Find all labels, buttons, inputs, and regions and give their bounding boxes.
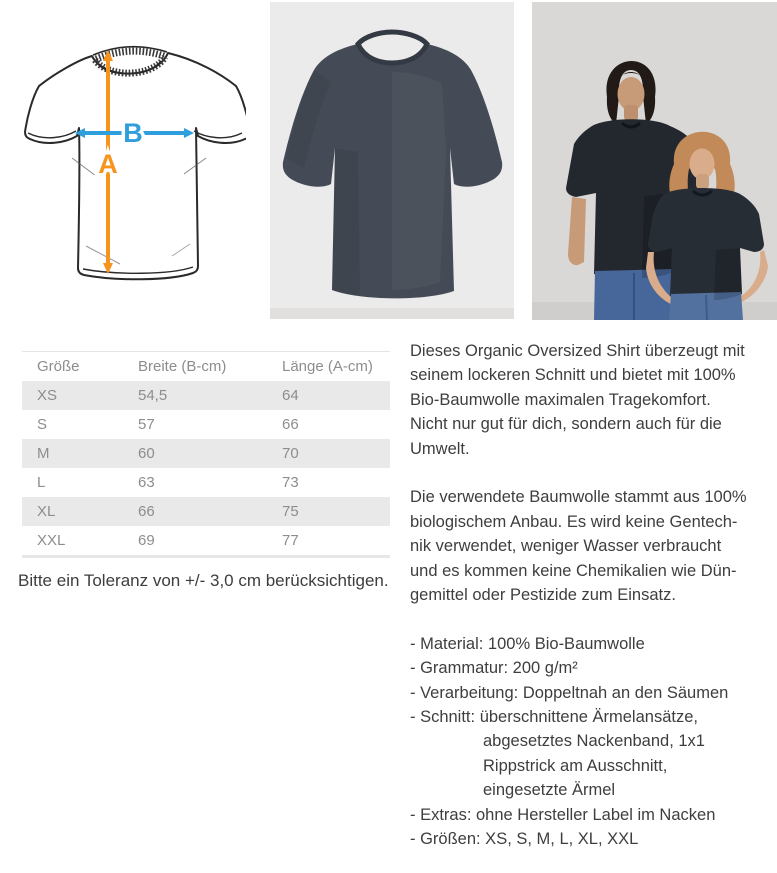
cell-size: XS bbox=[37, 387, 58, 404]
table-row bbox=[22, 439, 390, 468]
cell-size: M bbox=[37, 445, 50, 462]
length-label: A bbox=[98, 149, 118, 179]
cell-width: 54,5 bbox=[138, 387, 168, 404]
table-row bbox=[22, 410, 390, 439]
cell-width: 57 bbox=[138, 416, 155, 433]
spec-grammatur: - Grammatur: 200 g/m² bbox=[410, 659, 578, 678]
cell-size: S bbox=[37, 416, 48, 433]
spec-schnitt-cont: eingesetzte Ärmel bbox=[483, 781, 616, 800]
spec-verarbeitung: - Verarbeitung: Doppeltnah an den Säumen bbox=[410, 683, 729, 702]
product-description bbox=[410, 339, 762, 852]
spec-schnitt-cont: Rippstrick am Ausschnitt, bbox=[483, 756, 668, 775]
cell-width: 60 bbox=[138, 445, 155, 462]
woman-jeans-seam bbox=[706, 295, 707, 320]
tolerance-note: Bitte ein Toleranz von +/- 3,0 cm berücksichtigen. bbox=[18, 571, 389, 590]
cell-length: 64 bbox=[282, 387, 299, 404]
man-neck bbox=[624, 105, 638, 121]
product-photo-flat bbox=[270, 2, 514, 319]
cell-size: XL bbox=[37, 503, 56, 520]
cell-width: 66 bbox=[138, 503, 155, 520]
description-paragraph-1: Dieses Organic Oversized Shirt überzeugt mit seinem lockeren Schnitt und bietet mit 100% Bio-Baumwolle maximalen Tragekomfort. Nicht nur gut für dich, sondern auch für die Umwelt. bbox=[410, 342, 745, 458]
size-table-header-row bbox=[22, 352, 390, 382]
col-header-width: Breite (B-cm) bbox=[138, 358, 227, 375]
table-row bbox=[22, 381, 390, 410]
size-table bbox=[22, 351, 390, 558]
spec-extras: - Extras: ohne Hersteller Label im Nacken bbox=[410, 805, 716, 824]
cell-width: 63 bbox=[138, 474, 155, 491]
spec-groessen: - Größen: XS, S, M, L, XL, XXL bbox=[410, 830, 639, 849]
cell-size: L bbox=[37, 474, 46, 491]
size-diagram bbox=[20, 38, 246, 282]
table-row bbox=[22, 497, 390, 526]
woman-tee-shade bbox=[714, 248, 742, 300]
cell-size: XXL bbox=[37, 532, 66, 549]
cell-width: 69 bbox=[138, 532, 155, 549]
spec-schnitt: - Schnitt: überschnittene Ärmelansätze, bbox=[410, 708, 698, 727]
flat-shirt-image bbox=[270, 2, 514, 319]
cell-length: 75 bbox=[282, 503, 299, 520]
cell-length: 77 bbox=[282, 532, 299, 549]
flat-tee-shade-left bbox=[332, 148, 360, 296]
spec-material: - Material: 100% Bio-Baumwolle bbox=[410, 634, 645, 653]
cell-length: 70 bbox=[282, 445, 299, 462]
spec-schnitt-cont: abgesetztes Nackenband, 1x1 bbox=[483, 732, 705, 751]
col-header-size: Größe bbox=[37, 358, 80, 375]
cell-length: 66 bbox=[282, 416, 299, 433]
width-label: B bbox=[123, 118, 143, 148]
description-paragraph-2: Die verwendete Baumwolle stammt aus 100% biologischem Anbau. Es wird keine Gentech- nik verwendet, weniger Wasser verbraucht und es kommen keine Chemikalien wie Dün- gemittel oder Pestizide zum Einsatz. bbox=[410, 488, 747, 605]
table-row bbox=[22, 526, 390, 557]
table-row bbox=[22, 468, 390, 497]
flat-photo-floor-shadow bbox=[270, 308, 514, 319]
woman-neck bbox=[696, 174, 709, 189]
models-image bbox=[532, 2, 777, 320]
size-diagram-drawing bbox=[20, 38, 246, 282]
description-spec-list bbox=[410, 632, 762, 852]
flat-tee-highlight bbox=[392, 72, 446, 290]
col-header-length: Länge (A-cm) bbox=[282, 358, 373, 375]
product-photo-models bbox=[532, 2, 777, 320]
cell-length: 73 bbox=[282, 474, 299, 491]
tee-outline bbox=[25, 53, 246, 279]
